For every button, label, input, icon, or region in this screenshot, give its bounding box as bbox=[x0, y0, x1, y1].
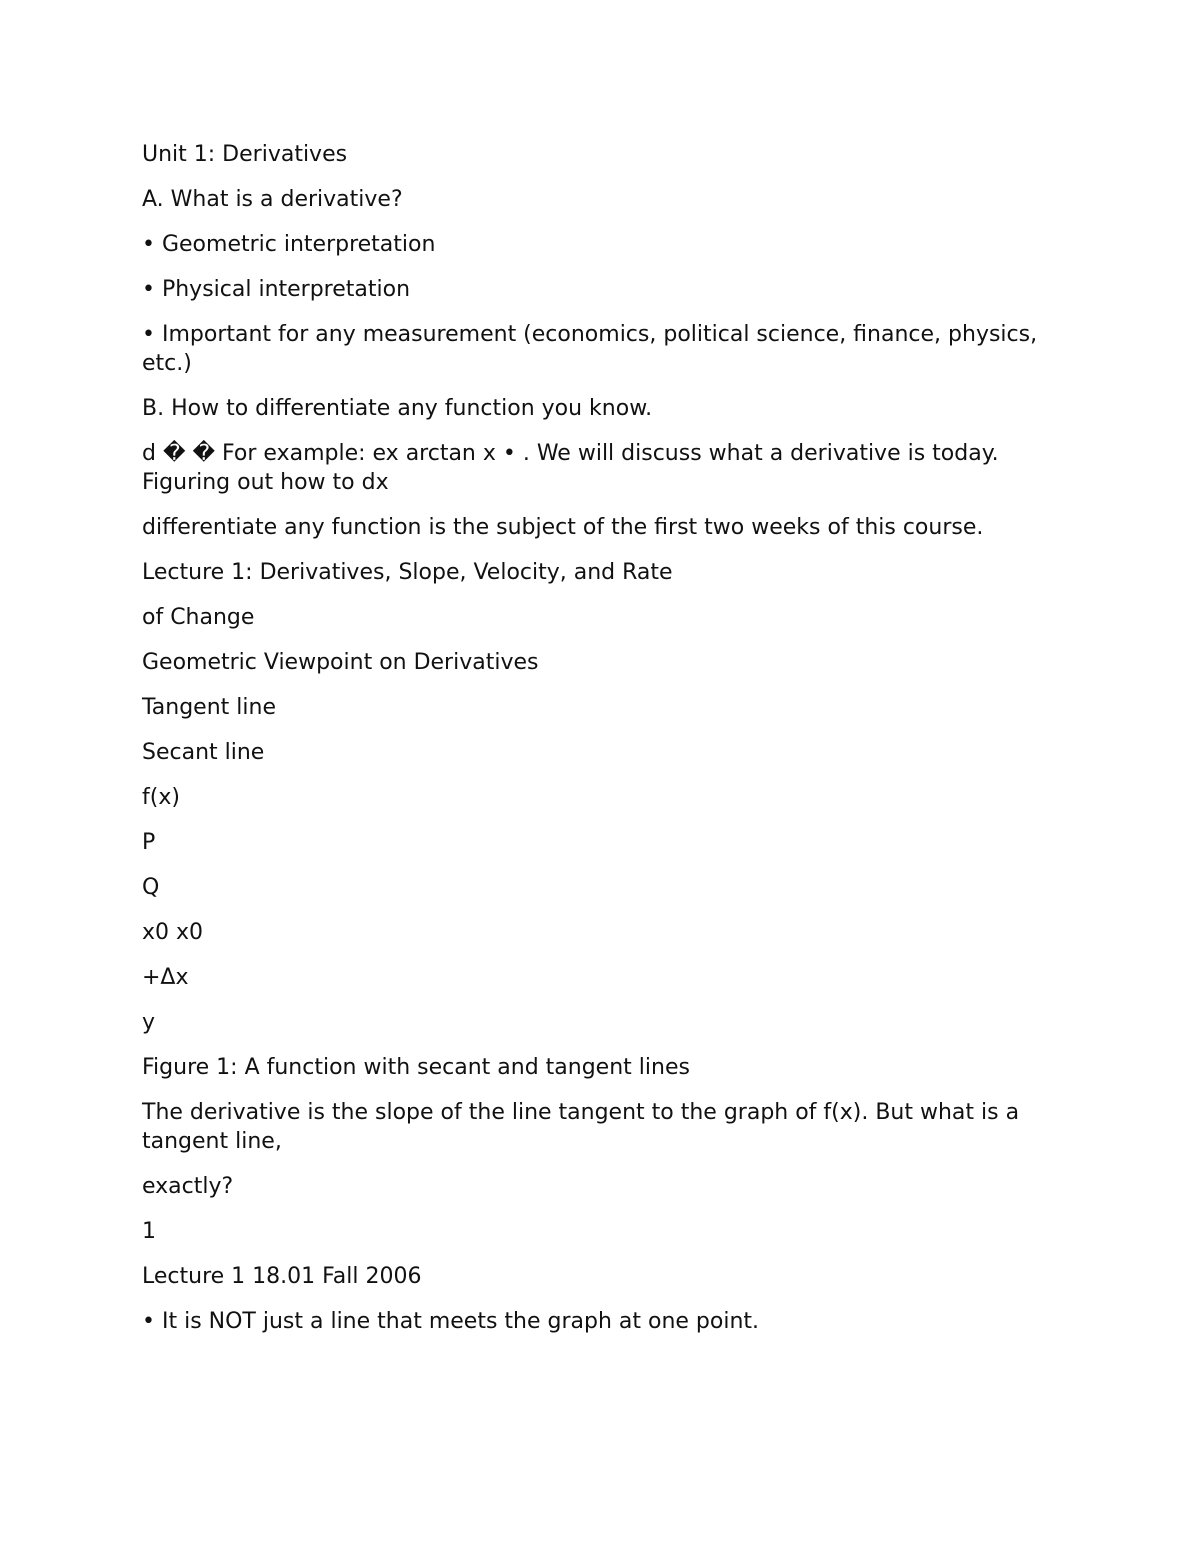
figure-label-y: y bbox=[142, 1010, 156, 1035]
figure-label-delta-x: +Δx bbox=[142, 965, 189, 990]
figure-label-q: Q bbox=[142, 875, 160, 900]
bullet-not-one-point: • It is NOT just a line that meets the graph at one point. bbox=[142, 1309, 760, 1334]
figure-label-secant: Secant line bbox=[142, 740, 265, 765]
example-paragraph: d � � For example: ex arctan x • . We will discuss what a derivative is today. Figuring out how to dx bbox=[142, 441, 999, 495]
figure-label-tangent: Tangent line bbox=[142, 695, 276, 720]
lecture-title-line1: Lecture 1: Derivatives, Slope, Velocity, and Rate bbox=[142, 560, 673, 585]
section-b-heading: B. How to differentiate any function you know. bbox=[142, 396, 653, 421]
bullet-physical: • Physical interpretation bbox=[142, 277, 411, 302]
geometric-viewpoint-heading: Geometric Viewpoint on Derivatives bbox=[142, 650, 539, 675]
bullet-geometric: • Geometric interpretation bbox=[142, 232, 436, 257]
section-a-heading: A. What is a derivative? bbox=[142, 187, 403, 212]
running-header: Lecture 1 18.01 Fall 2006 bbox=[142, 1264, 422, 1289]
differentiate-paragraph: differentiate any function is the subject of the first two weeks of this course. bbox=[142, 515, 984, 540]
page-number: 1 bbox=[142, 1219, 156, 1244]
figure-label-fx: f(x) bbox=[142, 785, 180, 810]
figure-caption: Figure 1: A function with secant and tangent lines bbox=[142, 1055, 690, 1080]
bullet-measurement: • Important for any measurement (economics, political science, finance, physics, etc.) bbox=[142, 322, 1038, 376]
exactly-line: exactly? bbox=[142, 1174, 234, 1199]
document-body bbox=[142, 140, 1072, 1352]
unit-title: Unit 1: Derivatives bbox=[142, 142, 348, 167]
derivative-definition-paragraph: The derivative is the slope of the line tangent to the graph of f(x). But what is a tangent line, bbox=[142, 1100, 1020, 1154]
figure-label-p: P bbox=[142, 830, 156, 855]
lecture-title-line2: of Change bbox=[142, 605, 255, 630]
figure-label-x0: x0 x0 bbox=[142, 920, 204, 945]
